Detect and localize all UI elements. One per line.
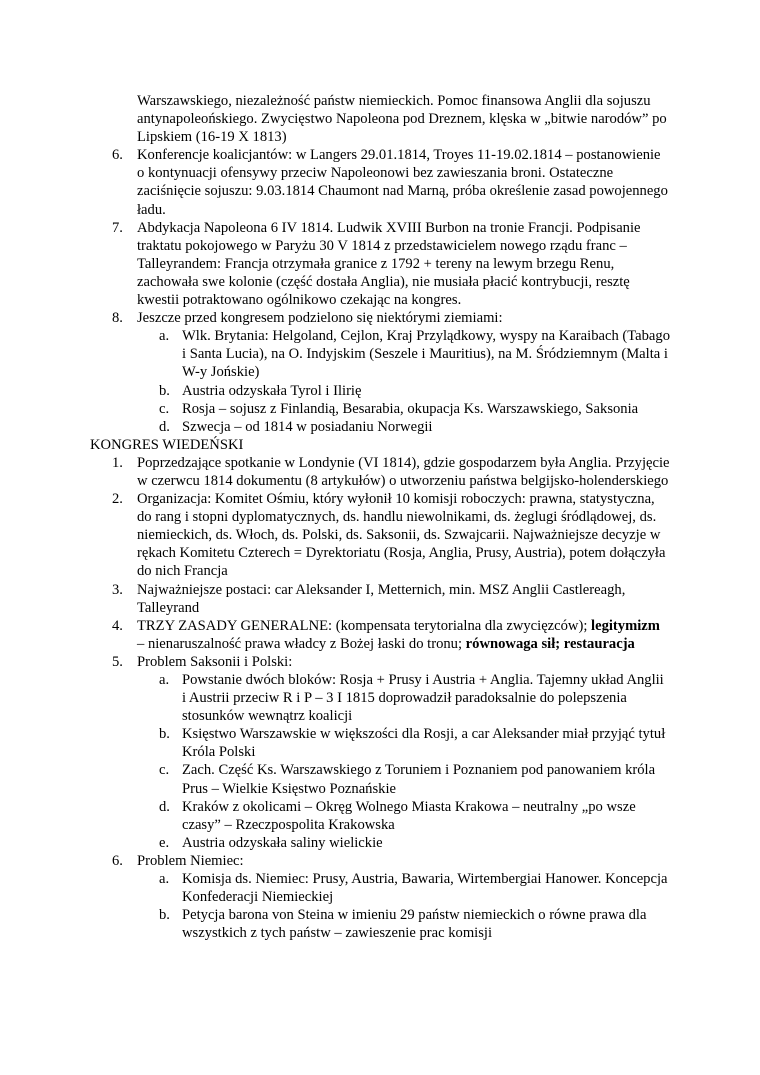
sublist-letter: c. (159, 762, 170, 779)
list-number: 6. (112, 147, 123, 164)
list-number: 7. (112, 219, 123, 236)
sublist-item-b (90, 906, 670, 942)
list-number: 2. (112, 491, 123, 508)
sublist-letter: d. (159, 418, 170, 435)
sublist-letter: b. (159, 726, 170, 743)
sublist-letter: a. (159, 871, 170, 888)
list-item-8 (90, 309, 670, 436)
sublist-letter: d. (159, 798, 170, 815)
paragraph-continuation: Warszawskiego, niezależność państw niemieckich. Pomoc finansowa Anglii dla sojuszu antynapoleońskiego. Zwycięstwo Napoleona pod Dreznem, klęska w „bitwie narodów” po Lipskiem (16-19 X 1813) (137, 93, 667, 146)
sublist-item-d (90, 798, 670, 834)
sublist-letter: c. (159, 400, 170, 417)
sublist-item-text: Kraków z okolicami – Okręg Wolnego Miasta Krakowa – neutralny „po wsze czasy” – Rzeczpospolita Krakowska (182, 798, 636, 833)
sublist-item-text: Rosja – sojusz z Finlandią, Besarabia, okupacja Ks. Warszawskiego, Saksonia (182, 400, 639, 417)
sublist-saxony-poland (90, 671, 670, 852)
sublist-item-text: Powstanie dwóch bloków: Rosja + Prusy i Austria + Anglia. Tajemny układ Anglii i Austrii przeciw R i P – 3 I 1815 doprowadził paradoksalnie do polepszenia stosunków wewnątrz koalicji (182, 672, 664, 725)
list-item-2 (90, 490, 670, 580)
sublist-item-text: Austria odzyskała Tyrol i Ilirię (182, 382, 362, 399)
sublist-item-text: Szwecja – od 1814 w posiadaniu Norwegii (182, 418, 433, 435)
list-item-6 (90, 852, 670, 942)
sublist-item-c (90, 400, 670, 418)
sublist-letter: a. (159, 328, 170, 345)
sublist-item-a (90, 327, 670, 381)
list-number: 8. (112, 310, 123, 327)
list-number: 3. (112, 581, 123, 598)
list-item-text: Organizacja: Komitet Ośmiu, który wyłonił 10 komisji roboczych: prawna, statystyczna, do rang i stopni dyplomatycznych, ds. handlu niewolnikami, ds. żeglugi śródlądowej, ds. niemieckich, ds. Włoch, ds. Polski, ds. Saksonii, ds. Szwajcarii. Najważniejsze decyzje w rękach Komitetu Czterech = Dyrektoriatu (Rosja, Anglia, Prusy, Austria), potem dołączyła do nich Francja (137, 491, 666, 580)
sublist-item-e (90, 834, 670, 852)
sublist-letter: b. (159, 382, 170, 399)
sublist-item-a (90, 870, 670, 906)
list-item-4 (90, 617, 670, 653)
list-item-6 (90, 146, 670, 218)
sublist-item-a (90, 671, 670, 725)
sublist-item-text: Wlk. Brytania: Helgoland, Cejlon, Kraj Przylądkowy, wyspy na Karaibach (Tabago i Santa Lucia), na O. Indyjskim (Seszele i Mauritius), na M. Śródziemnym (Malta i W-y Jońskie) (182, 328, 670, 381)
sublist-item-text: Petycja barona von Steina w imieniu 29 państw niemieckich o równe prawa dla wszystkich z tych państw – zawieszenie prac komisji (182, 907, 647, 942)
list-item-1 (90, 454, 670, 490)
sublist-letter: b. (159, 907, 170, 924)
list-number: 6. (112, 852, 123, 869)
sublist-item-c (90, 761, 670, 797)
list-item-text: Konferencje koalicjantów: w Langers 29.01.1814, Troyes 11-19.02.1814 – postanowienie o kontynuacji ofensywy przeciw Napoleonowi bez zawieszania broni. Ostateczne zaciśnięcie sojuszu: 9.03.1814 Chaumont nad Marną, próba określenie zasad powojennego ładu. (137, 147, 668, 218)
list-item-text: Poprzedzające spotkanie w Londynie (VI 1814), gdzie gospodarzem była Anglia. Przyjęcie w czerwcu 1814 dokumentu (8 artykułów) o utworzeniu państwa belgijsko-holenderskiego (137, 454, 670, 489)
sublist-territories (90, 327, 670, 436)
sublist-item-b (90, 725, 670, 761)
list-congress (90, 454, 670, 943)
principle-restauracja: restauracja (563, 635, 635, 652)
list-number: 4. (112, 617, 123, 634)
list-number: 1. (112, 454, 123, 471)
list-napoleon-events (90, 146, 670, 436)
sublist-item-text: Księstwo Warszawskie w większości dla Rosji, a car Aleksander miał przyjąć tytuł Króla Polski (182, 726, 666, 761)
principle-legitymizm: legitymizm (591, 617, 660, 634)
list-item-3 (90, 581, 670, 617)
list-item-7 (90, 219, 670, 309)
list-item-text: Abdykacja Napoleona 6 IV 1814. Ludwik XVIII Burbon na tronie Francji. Podpisanie traktatu pokojowego w Paryżu 30 V 1814 z przedstawicielem nowego rządu franc – Talleyrandem: Francja otrzymała granice z 1792 + tereny na lewym brzegu Renu, zachowała swe kolonie (część dostała Anglia), nie musiała płacić kontrybucji, resztę kwestii potraktowano ogólnikowo czekając na kongres. (137, 219, 641, 309)
sublist-item-text: Komisja ds. Niemiec: Prusy, Austria, Bawaria, Wirtembergiai Hanower. Koncepcja Konfederacji Niemieckiej (182, 871, 668, 906)
sublist-item-d (90, 418, 670, 436)
list-item-5 (90, 653, 670, 852)
list-number: 5. (112, 653, 123, 670)
sublist-letter: a. (159, 672, 170, 688)
list-item-text: Problem Saksonii i Polski: (137, 653, 293, 670)
sublist-item-text: Austria odzyskała saliny wielickie (182, 834, 383, 851)
section-heading-kongres: KONGRES WIEDEŃSKI (90, 436, 244, 453)
principle-legitymizm-desc: – nienaruszalność prawa władcy z Bożej łaski do tronu; (137, 635, 466, 652)
sublist-letter: e. (159, 834, 170, 851)
principles-intro: TRZY ZASADY GENERALNE: (kompensata terytorialna dla zwycięzców); (137, 617, 588, 634)
principle-rownowaga: równowaga sił; (465, 635, 561, 652)
sublist-germany (90, 870, 670, 942)
document-body (90, 92, 670, 942)
list-item-text: Problem Niemiec: (137, 852, 244, 869)
list-item-text: Najważniejsze postaci: car Aleksander I, Metternich, min. MSZ Anglii Castlereagh, Talleyrand (137, 581, 626, 616)
sublist-item-text: Zach. Część Ks. Warszawskiego z Toruniem i Poznaniem pod panowaniem króla Prus – Wielkie Księstwo Poznańskie (182, 762, 656, 797)
sublist-item-b (90, 382, 670, 400)
list-item-text: Jeszcze przed kongresem podzielono się niektórymi ziemiami: (137, 310, 503, 327)
